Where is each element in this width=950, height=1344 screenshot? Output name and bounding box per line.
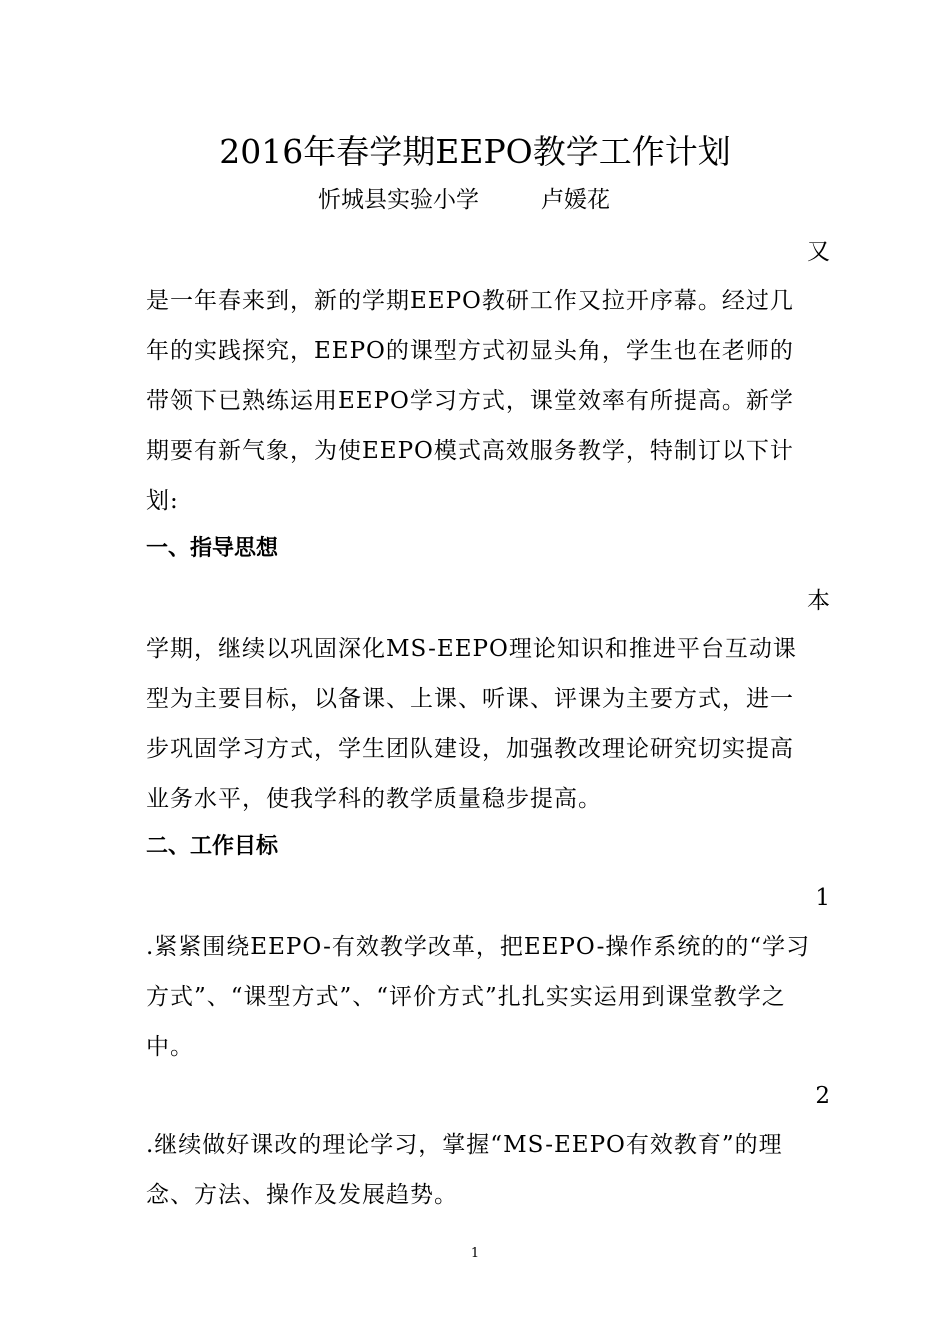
document-byline [318, 184, 610, 216]
goal-2-number: 2 [815, 1083, 830, 1109]
page-number: 1 [470, 1246, 480, 1261]
section-1-paragraph: 学期，继续以巩固深化MS-EEPO理论知识和推进平台互动课型为主要目标，以备课、上课、听课、评课为主要方式，进一步巩固学习方式，学生团队建设，加强教改理论研究切实提高业务水平，使我学科的教学质量稳步提高。 [146, 636, 797, 812]
goal-2-paragraph: .继续做好课改的理论学习，掌握“MS-EEPO有效教育”的理念、方法、操作及发展趋势。 [146, 1132, 783, 1208]
author-name: 卢媛花 [541, 187, 610, 213]
section-1-lead-char: 本 [807, 588, 830, 614]
section-heading-guiding-ideology: 一、指导思想 [146, 536, 279, 561]
school-name: 忻城县实验小学 [318, 187, 479, 213]
goal-1-paragraph: .紧紧围绕EEPO-有效教学改革，把EEPO-操作系统的的“学习方式”、“课型方式”、“评价方式”扎扎实实运用到课堂教学之中。 [146, 934, 811, 1060]
intro-lead-char: 又 [807, 239, 830, 265]
document-title: 2016年春学期EEPO教学工作计划 [219, 132, 731, 171]
goal-1-number: 1 [815, 885, 830, 911]
section-heading-work-goals: 二、工作目标 [146, 834, 279, 859]
intro-paragraph: 是一年春来到，新的学期EEPO教研工作又拉开序幕。经过几年的实践探究，EEPO的课型方式初显头角，学生也在老师的带领下已熟练运用EEPO学习方式，课堂效率有所提高。新学期要有新气象，为使EEPO模式高效服务教学，特制订以下计划: [146, 288, 794, 514]
